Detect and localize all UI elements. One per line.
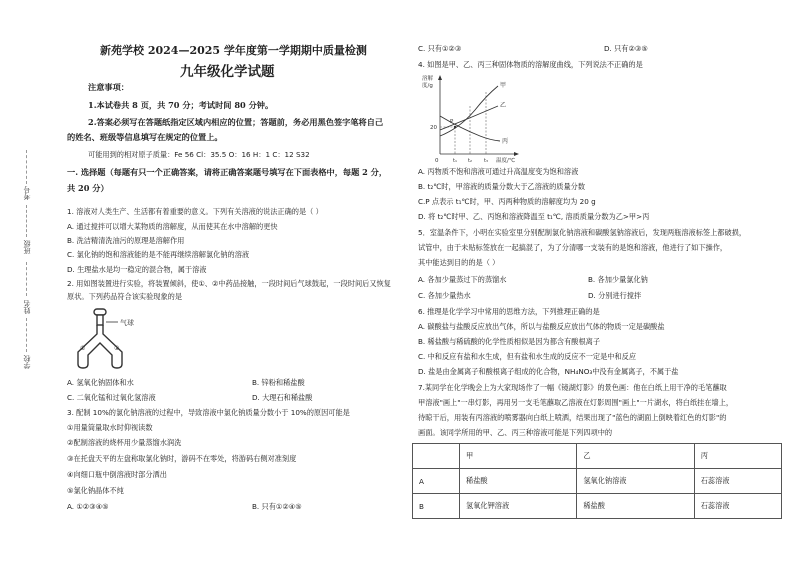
q4-option-d: D. 将 t₂℃时甲、乙、丙饱和溶液降温至 t₁℃, 溶质质量分数为乙>甲>丙 [418, 212, 650, 221]
section1-line1: 一. 选择题（每题有只一个正确答案，请将正确答案题号填写在下面表格中，每题 2 分， [67, 167, 388, 177]
q5-stem-2: 试管中，由于未贴标签放在一起搞混了，为了分清哪一支装有的是饱和溶液，他进行了如下操作， [418, 243, 728, 252]
table-header-cell: 甲 [460, 444, 577, 469]
q6-option-b: B. 稀盐酸与稀硫酸的化学性质相似是因为都含有酸根离子 [418, 337, 601, 346]
tick-t3: t₃ [484, 158, 488, 164]
table-row [413, 494, 782, 519]
table-cell: 氢氧化钾溶液 [460, 494, 577, 519]
q5-option-a: A. 各加少量蒸过下的蒸馏水 [418, 275, 507, 284]
q5-stem-1: 5．室温条件下，小明在实验室里分别配制氯化钠溶液和碳酸氢钠溶液后，发现两瓶溶液标签上都破损， [418, 228, 747, 237]
q3-choice-c: C. 只有①②③ [418, 44, 462, 53]
q5-stem-3: 其中能达到目的的是（ ） [418, 258, 500, 267]
q2-stem-1: 2. 用如图装置进行实验，将装置倾斜，使①、②中药品接触，一段时间后气球鼓起，一段时间后又恢复 [67, 279, 391, 288]
table-cell: A [413, 469, 460, 494]
q4-stem: 4. 如图是甲、乙、丙三种固体物质的溶解度曲线，下列说法不正确的是 [418, 60, 643, 69]
notes-item1: 1.本试卷共 8 页，共 70 分；考试时间 80 分钟。 [88, 100, 274, 110]
q2-option-a: A. 氢氧化钠固体和水 [67, 378, 134, 387]
tick-t1: t₁ [453, 158, 457, 164]
tube-label-1: ① [80, 345, 86, 352]
table-cell: 稀盐酸 [460, 469, 577, 494]
label-yi: 乙 [500, 102, 507, 109]
notes-heading: 注意事项： [88, 82, 129, 92]
q4-option-b: B. t₂℃时，甲溶液的质量分数大于乙溶液的质量分数 [418, 182, 586, 191]
school-title: 新苑学校 2024—2025 学年度第一学期期中质量检测 [100, 44, 367, 57]
q4-option-a: A. 丙物质不饱和溶液可通过升高温度变为饱和溶液 [418, 167, 579, 176]
margin-line-kaohao [26, 150, 27, 184]
table-header-cell [413, 444, 460, 469]
q6-stem: 6. 推理是化学学习中常用的思维方法，下列推理正确的是 [418, 307, 600, 316]
q6-option-a: A. 碳酸盐与盐酸反应放出气体，所以与盐酸反应放出气体的物质一定是碳酸盐 [418, 322, 665, 331]
q5-option-b: B. 各加少量氯化钠 [588, 275, 648, 284]
table-cell: 石蕊溶液 [694, 469, 781, 494]
label-jia: 甲 [500, 82, 507, 89]
table-header-cell: 丙 [694, 444, 781, 469]
q3-option-5: ⑤氯化钠晶体不纯 [67, 486, 124, 495]
section1-line2: 共 20 分） [67, 183, 109, 193]
q7-line-1: 7.某同学在化学晚会上为大家现场作了一幅《镜湖灯影》的景色画：他在白纸上用干净的毛笔蘸取 [418, 383, 727, 392]
table-cell: 稀盐酸 [577, 494, 694, 519]
margin-kaohao: 考号 [23, 186, 31, 200]
q3-option-4: ④向细口瓶中倒溶液时部分洒出 [67, 470, 167, 479]
q7-line-2: 甲溶液"画上"一串灯影，再用另一支毛笔蘸取乙溶液在灯影周围"画上"一片湖水，将白纸挂在墙上， [418, 398, 734, 407]
table-header-row [413, 444, 782, 469]
q6-option-d: D. 盐是由金属离子和酸根离子组成的化合物，NH₄NO₃中没有金属离子，不属于盐 [418, 367, 679, 376]
tick-20: 20 [430, 125, 437, 131]
y-axis-label-1: 溶解 [422, 76, 434, 82]
table-header-cell: 乙 [577, 444, 694, 469]
margin-line-banji [26, 205, 27, 237]
tube-label-2: ② [114, 345, 120, 352]
q3-option-1: ①用量筒量取水时仰视读数 [67, 423, 153, 432]
q3-option-3: ③在托盘天平的左盘称取氯化钠时，游码不在零处，将游码右侧对准刻度 [67, 454, 297, 463]
q3-choice-a: A. ①②③④⑤ [67, 502, 109, 511]
margin-xuexiao: 学校 [23, 355, 31, 369]
q1-option-a: A. 通过搅拌可以增大某物质的溶解度，从而使其在水中溶解的更快 [67, 222, 278, 231]
table-cell: 石蕊溶液 [694, 494, 781, 519]
q2-option-c: C. 二氧化锰和过氧化氢溶液 [67, 393, 156, 402]
q6-option-c: C. 中和反应有盐和水生成，但有盐和水生成的反应不一定是中和反应 [418, 352, 637, 361]
q2-stem-2: 原状。下列药品符合该实验现象的是 [67, 292, 183, 301]
margin-line-xuexiao [26, 318, 27, 352]
q2-option-d: D. 大理石和稀盐酸 [252, 393, 313, 402]
balloon-label: 气球 [120, 319, 134, 327]
q1-option-d: D. 生理盐水是均一稳定的混合物，属于溶液 [67, 265, 207, 274]
q4-option-c: C.P 点表示 t₁℃时，甲、丙两种物质的溶解度均为 20 g [418, 197, 596, 206]
margin-banji: 班级 [23, 240, 31, 254]
q2-option-b: B. 锌粉和稀盐酸 [252, 378, 305, 387]
q3-stem: 3. 配制 10%的氯化钠溶液的过程中，导致溶液中氯化钠质量分数小于 10%的原因可能是 [67, 408, 350, 417]
atomic-masses: 可能用到的相对原子质量：Fe 56 Cl：35.5 O：16 H：1 C：12 S32 [88, 150, 310, 159]
table-row [413, 469, 782, 494]
q1-option-b: B. 洗洁精清洗油污的原理是溶解作用 [67, 236, 185, 245]
table-cell: B [413, 494, 460, 519]
label-bing: 丙 [502, 138, 509, 145]
table-cell: 氢氧化钠溶液 [577, 469, 694, 494]
q3-choice-d: D. 只有②③⑤ [604, 44, 648, 53]
q7-answer-table [412, 443, 782, 519]
notes-item2a: 2.答案必须写在答题纸指定区域内相应的位置；答题前，务必用黑色签字笔将自己 [88, 117, 384, 127]
x-axis-label: 温度/℃ [496, 158, 516, 164]
point-p [454, 126, 456, 128]
q3-choice-b: B. 只有①②④⑤ [252, 502, 302, 511]
q1-stem: 1. 溶液对人类生产、生活都有着重要的意义。下列有关溶液的说法正确的是（ ） [67, 207, 323, 216]
margin-line-xingming [26, 262, 27, 296]
label-p: P [450, 119, 454, 125]
curve-yi [440, 106, 498, 130]
y-axis-label-2: 度/g [422, 83, 433, 89]
q5-option-c: C. 各加少量热水 [418, 291, 471, 300]
q5-option-d: D. 分别进行搅拌 [588, 291, 642, 300]
balloon [94, 309, 106, 315]
q7-line-4: 画面。该同学所用的甲、乙、丙三种溶液可能是下列四项中的 [418, 428, 613, 437]
q1-option-c: C. 氯化钠的饱和溶液能的是不能再继续溶解氯化钠的溶液 [67, 250, 250, 259]
y-tube-apparatus [70, 306, 200, 370]
notes-item2b: 的姓名、班级等信息填写在规定的位置上。 [67, 132, 223, 142]
margin-xingming: 姓名 [23, 300, 31, 314]
solubility-curve-graph [420, 72, 530, 164]
origin-label: 0 [435, 158, 439, 164]
q3-option-2: ②配制溶液的烧杯用少量蒸馏水润洗 [67, 438, 182, 447]
curve-jia [440, 86, 498, 136]
q7-line-3: 待晾干后，用装有丙溶液的喷雾器向白纸上喷洒，结果出现了"蓝色的湖面上倒映着红色的灯影"的 [418, 413, 727, 422]
subject-title: 九年级化学试题 [180, 64, 275, 80]
tick-t2: t₂ [468, 158, 472, 164]
